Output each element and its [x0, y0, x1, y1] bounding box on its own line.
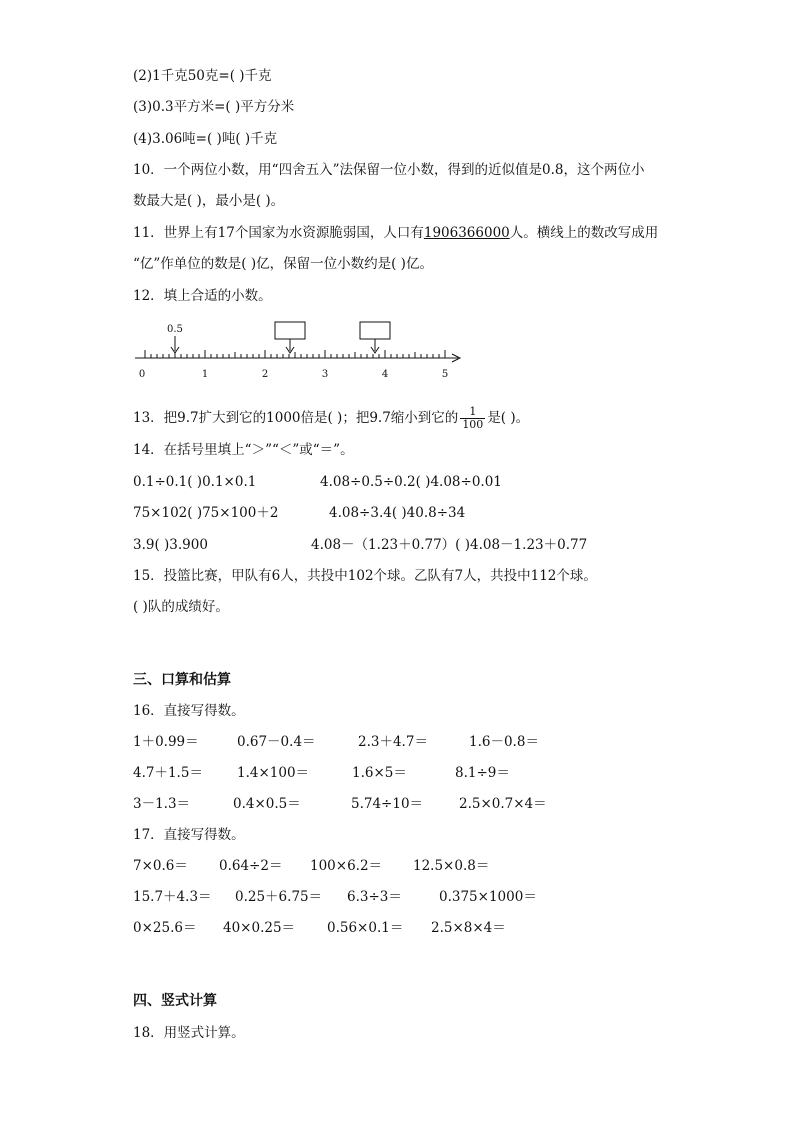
q17-item: 6.3÷3＝ [347, 889, 402, 905]
q9-part3: (3)0.3平方米=( )平方分米 [133, 99, 295, 115]
q17-item: 0.56×0.1＝ [327, 920, 404, 936]
q16-item: 2.5×0.7×4＝ [459, 796, 547, 812]
marker-arrow-0-5 [167, 324, 183, 353]
q17-item: 0.375×1000＝ [439, 889, 537, 905]
q17-item: 2.5×8×4＝ [431, 920, 506, 936]
q9-part4: (4)3.06吨=( )吨( )千克 [133, 131, 278, 147]
q14-item: 75×102( )75×100＋2 [133, 505, 279, 521]
q17-item: 12.5×0.8＝ [413, 858, 490, 874]
q14-item: 3.9( )3.900 [133, 537, 208, 553]
fraction-one-hundredth [460, 406, 485, 431]
q13-line [133, 405, 529, 431]
q14-item: 4.08÷0.5÷0.2( )4.08÷0.01 [320, 474, 502, 490]
q16-item: 2.3＋4.7＝ [358, 734, 428, 750]
q14-item: 4.08÷3.4( )40.8÷34 [329, 505, 466, 521]
fraction-denominator: 100 [462, 418, 484, 431]
q11-line2: “亿”作单位的数是( )亿，保留一位小数约是( )亿。 [133, 256, 433, 272]
q17-item: 15.7＋4.3＝ [133, 889, 212, 905]
answer-box-2 [360, 322, 390, 353]
q16-item: 3－1.3＝ [133, 796, 191, 812]
tick-label-0: 0 [138, 369, 146, 380]
q16-item: 1.6×5＝ [352, 765, 407, 781]
q10-line1: 10．一个两位小数，用“四舍五入”法保留一位小数，得到的近似值是0.8，这个两位小 [133, 162, 645, 178]
tick-label-3: 3 [321, 369, 329, 380]
q17-title: 17．直接写得数。 [133, 827, 245, 843]
q11-underlined-number: 1906366000 [423, 225, 510, 241]
q10-line2: 数最大是( )，最小是( )。 [133, 193, 285, 209]
answer-box-1 [275, 322, 305, 353]
q9-part2: (2)1千克50克=( )千克 [133, 68, 272, 84]
q16-item: 0.4×0.5＝ [233, 796, 301, 812]
q16-item: 4.7＋1.5＝ [133, 765, 203, 781]
q14-item: 4.08－（1.23＋0.77）( )4.08－1.23＋0.77 [311, 537, 588, 553]
q14-title: 14．在括号里填上“＞”“＜”或“＝”。 [133, 442, 354, 458]
q11-text-a: 11．世界上有17个国家为水资源脆弱国，人口有 [133, 225, 424, 241]
tick-label-4: 4 [381, 369, 389, 380]
q16-title: 16．直接写得数。 [133, 703, 245, 719]
q15-line2: ( )队的成绩好。 [133, 599, 229, 615]
q15-line1: 15．投篮比赛，甲队有6人，共投中102个球。乙队有7人，共投中112个球。 [133, 568, 597, 584]
number-line-tick-labels [139, 369, 448, 380]
q11-text-b: 人。横线上的数改写成用 [509, 225, 659, 241]
q13-text-b: 是( )。 [487, 410, 530, 426]
q17-item: 7×0.6＝ [133, 858, 188, 874]
tick-label-1: 1 [201, 369, 209, 380]
section-3-heading: 三、口算和估算 [133, 672, 231, 688]
section-4-heading: 四、竖式计算 [133, 993, 217, 1009]
q16-item: 1＋0.99＝ [133, 734, 199, 750]
q12-title: 12．填上合适的小数。 [133, 288, 272, 304]
q17-item: 40×0.25＝ [223, 920, 296, 936]
q16-item: 1.4×100＝ [237, 765, 310, 781]
tick-label-5: 5 [441, 369, 449, 380]
q17-item: 0×25.6＝ [133, 920, 197, 936]
number-line-ticks [145, 350, 445, 358]
q17-item: 100×6.2＝ [310, 858, 383, 874]
q16-item: 5.74÷10＝ [351, 796, 424, 812]
tick-label-2: 2 [261, 369, 269, 380]
q18-title: 18．用竖式计算。 [133, 1025, 245, 1041]
q17-item: 0.25＋6.75＝ [235, 889, 323, 905]
q14-item: 0.1÷0.1( )0.1×0.1 [133, 474, 257, 490]
number-line-diagram [130, 318, 470, 384]
q16-item: 8.1÷9＝ [455, 765, 510, 781]
q13-text-a: 13．把9.7扩大到它的1000倍是( )；把9.7缩小到它的 [133, 410, 459, 426]
q11-line1 [133, 224, 658, 242]
q16-item: 0.67－0.4＝ [237, 734, 316, 750]
q17-item: 0.64÷2＝ [219, 858, 283, 874]
marker-label: 0.5 [167, 324, 183, 335]
q16-item: 1.6－0.8＝ [469, 734, 539, 750]
fraction-numerator: 1 [460, 406, 485, 419]
